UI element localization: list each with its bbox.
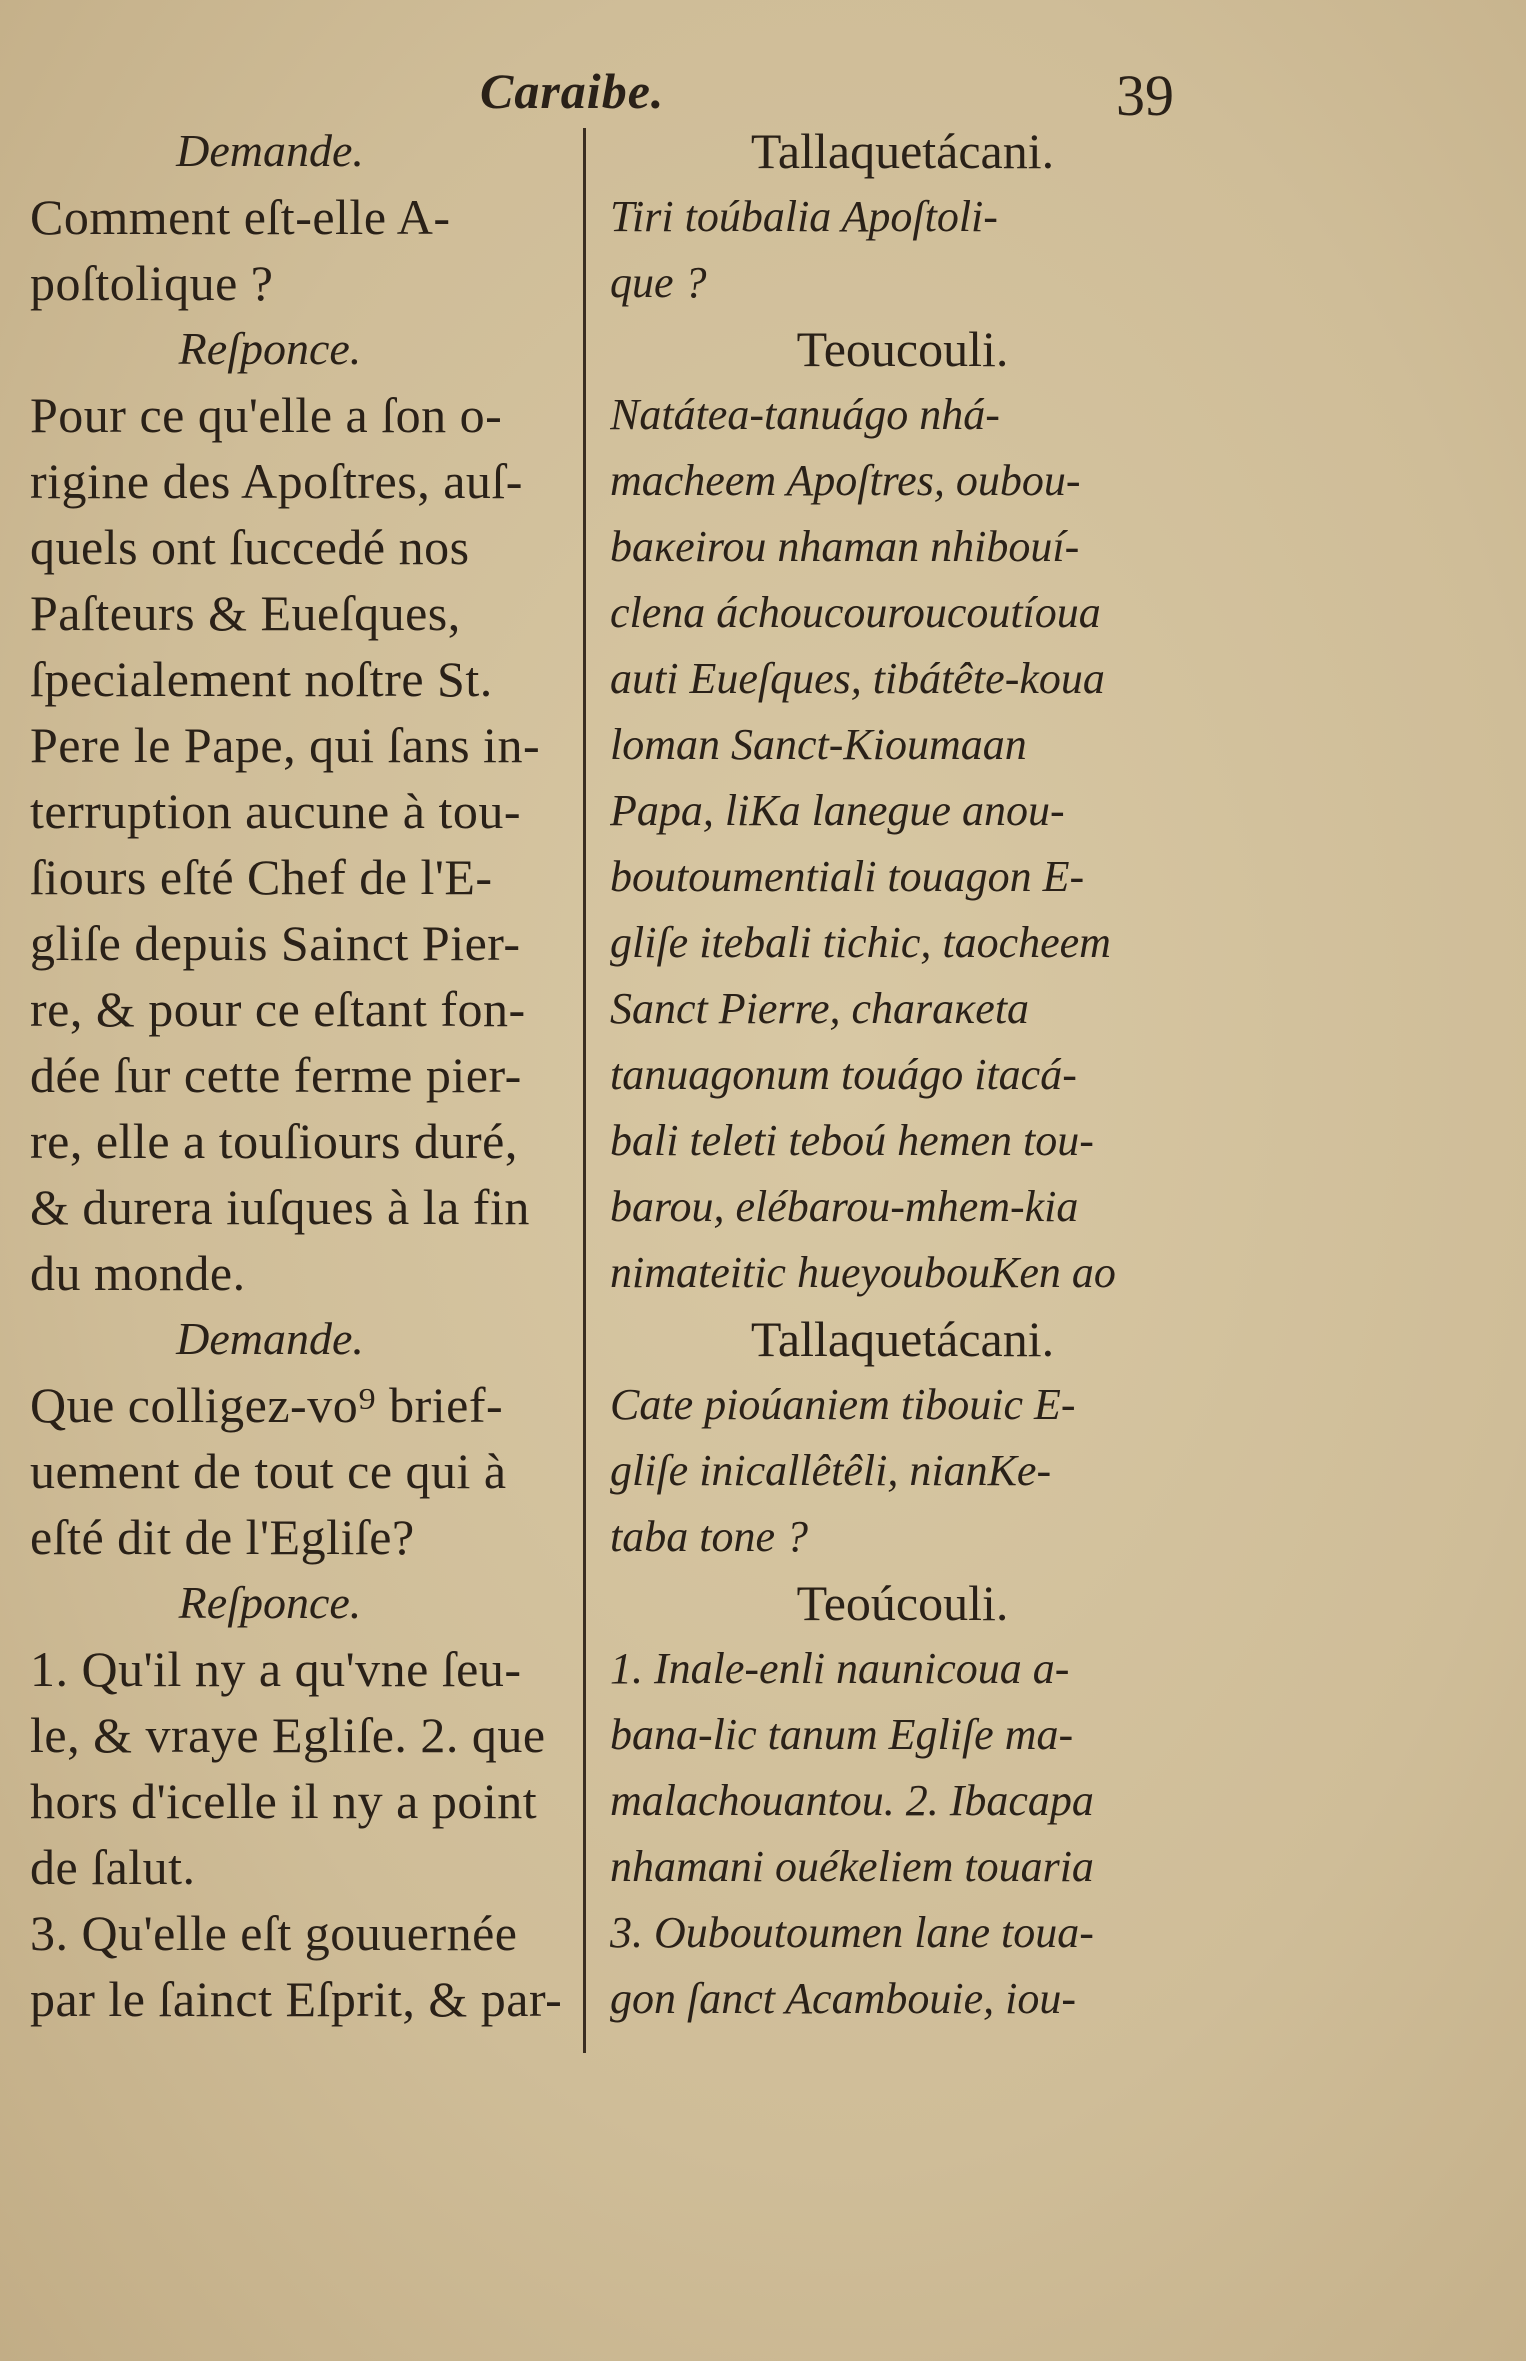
french-line: ſiours eſté Chef de l'E- (30, 849, 493, 905)
carib-line: nhamani ouékeliem touaria (610, 1842, 1094, 1891)
carib-line: Cate pioúaniem tibouic E- (610, 1380, 1076, 1429)
carib-line: baκeirou nhaman nhibouí- (610, 522, 1080, 571)
french-line: de ſalut. (30, 1839, 196, 1895)
french-line: re, & pour ce eſtant fon- (30, 981, 526, 1037)
french-line: 3. Qu'elle eſt gouuernée (30, 1905, 518, 1961)
french-line: gliſe depuis Sainct Pier- (30, 915, 521, 971)
french-line: Que colligez-vo⁹ brief- (30, 1377, 504, 1433)
french-line: Comment eſt-elle A- (30, 189, 451, 245)
carib-line: gon ſanct Acambouie, iou- (610, 1974, 1076, 2023)
french-column (30, 118, 570, 2032)
french-line: rigine des Apoſtres, auſ- (30, 453, 523, 509)
carib-line: 1. Inale-enli naunicoua a- (610, 1644, 1070, 1693)
carib-line: malachouantou. 2. Ibacapa (610, 1776, 1094, 1825)
page-number: 39 (1116, 63, 1174, 128)
carib-line: boutoumentiali touagon E- (610, 852, 1085, 901)
french-line: terruption aucune à tou- (30, 783, 521, 839)
french-heading: Demande. (176, 125, 364, 176)
french-line: du monde. (30, 1245, 246, 1301)
carib-column (610, 118, 1195, 2032)
french-line: par le ſainct Eſprit, & par- (30, 1971, 563, 2027)
carib-line: barou, elébarou-mhem-kia (610, 1182, 1079, 1231)
french-line: ſpecialement noſtre St. (30, 651, 493, 707)
french-line: re, elle a touſiours duré, (30, 1113, 518, 1169)
carib-line: clena áchoucouroucoutíoua (610, 588, 1101, 637)
carib-line: bali teleti teboú hemen tou- (610, 1116, 1094, 1165)
french-heading: Reſponce. (178, 1577, 362, 1628)
french-line: 1. Qu'il ny a qu'vne ſeu- (30, 1641, 522, 1697)
carib-line: Natátea-tanuágo nhá- (610, 390, 1000, 439)
french-line: Pour ce qu'elle a ſon o- (30, 387, 503, 443)
french-heading: Reſponce. (178, 323, 362, 374)
french-line: uement de tout ce qui à (30, 1443, 507, 1499)
french-line: & durera iuſques à la fin (30, 1179, 530, 1235)
carib-line: gliſe itebali tichic, taocheem (610, 918, 1111, 967)
french-line: le, & vraye Egliſe. 2. que (30, 1707, 546, 1763)
carib-line: nimateitic hueyoubouKen ao (610, 1248, 1116, 1297)
carib-line: macheem Apoſtres, oubou- (610, 456, 1081, 505)
french-line: Pere le Pape, qui ſans in- (30, 717, 541, 773)
carib-heading: Tallaquetácani. (750, 123, 1055, 179)
carib-line: bana-lic tanum Egliſe ma- (610, 1710, 1074, 1759)
carib-line: auti Eueſques, tibátête-koua (610, 654, 1105, 703)
french-line: dée ſur cette ferme pier- (30, 1047, 522, 1103)
carib-line: Papa, liKa lanegue anou- (610, 786, 1065, 835)
carib-line: Sanct Pierre, charaκeta (610, 984, 1030, 1033)
french-line: quels ont ſuccedé nos (30, 519, 470, 575)
column-divider (583, 128, 586, 2053)
carib-line: loman Sanct-Kioumaan (610, 720, 1027, 769)
carib-heading: Tallaquetácani. (750, 1311, 1055, 1367)
running-head: Caraibe. (480, 63, 665, 119)
french-heading: Demande. (176, 1313, 364, 1364)
carib-line: 3. Ouboutoumen lane toua- (610, 1908, 1094, 1957)
french-line: hors d'icelle il ny a point (30, 1773, 538, 1829)
carib-line: Tiri toúbalia Apoſtoli- (610, 192, 998, 241)
french-line: Paſteurs & Eueſques, (30, 585, 461, 641)
carib-line: que ? (610, 258, 707, 307)
carib-heading: Teoúcouli. (796, 1575, 1009, 1631)
french-line: eſté dit de l'Egliſe? (30, 1509, 415, 1565)
carib-heading: Teoucouli. (796, 321, 1009, 377)
carib-line: gliſe inicallêtêli, nianKe- (610, 1446, 1052, 1495)
french-line: poſtolique ? (30, 255, 274, 311)
carib-line: tanuagonum touágo itacá- (610, 1050, 1077, 1099)
carib-line: taba tone ? (610, 1512, 808, 1561)
